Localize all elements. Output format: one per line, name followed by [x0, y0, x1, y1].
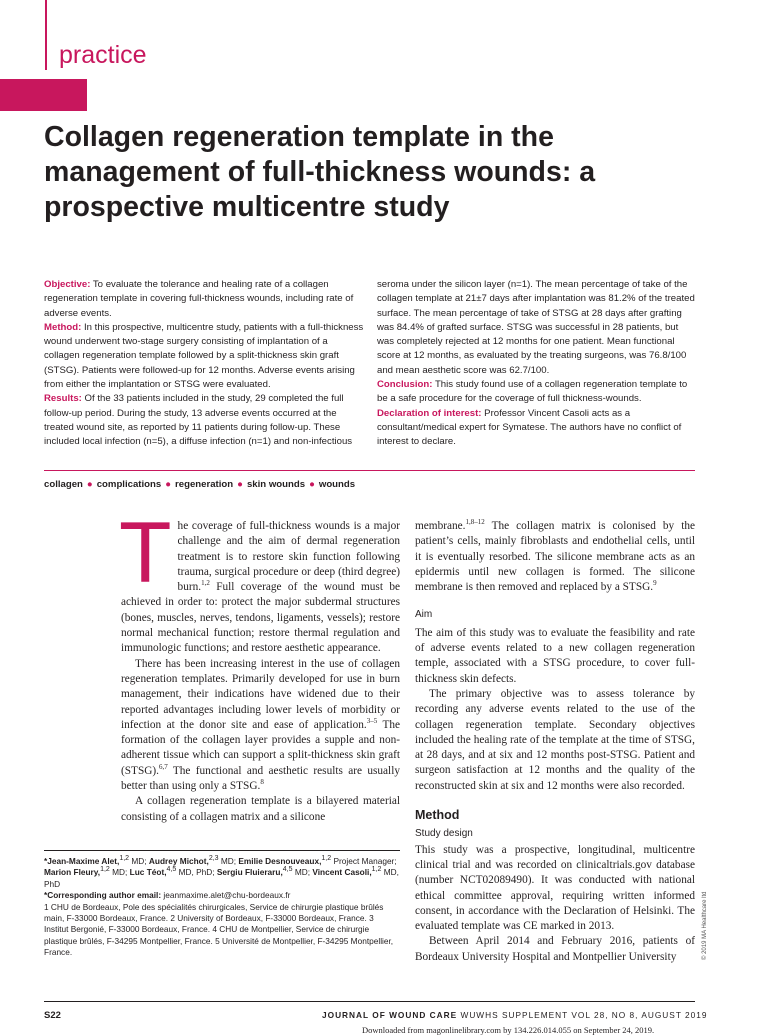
- section-label: practice: [59, 41, 147, 69]
- author-role: MD;: [109, 867, 130, 878]
- paragraph-text: The formation of the collagen layer provides a supple and non-adherent tissue which can support a split-thickness skin graft (STSG).: [121, 718, 401, 777]
- body-column-2: [415, 519, 695, 965]
- keyword[interactable]: regeneration: [175, 479, 234, 490]
- abstract-declaration: [377, 407, 695, 450]
- keyword[interactable]: skin wounds: [246, 479, 306, 490]
- author-role: MD;: [292, 867, 313, 878]
- objective-text: To evaluate the tolerance and healing rate of a collagen regeneration template in covering full-thickness wounds, including rate of adverse events.: [44, 279, 354, 319]
- paragraph-text: The functional and aesthetic results are usually better than using only a STSG.: [121, 764, 400, 793]
- bullet-icon: ●: [237, 479, 243, 490]
- affiliation-ref: 4,5: [166, 866, 177, 874]
- journal-name: JOURNAL OF WOUND CARE: [322, 1010, 458, 1020]
- paragraph: The primary objective was to assess tolerance by recording any adverse events related to the use of the collagen regeneration template. Secondary objectives included the healing rate of the template at the time of STSG, at 28 days, and at six and 12 months post-STSG. Patient and surgeon satisfaction at 12 months and the quality of the reconstructed skin at six and 12 months were also recorded.: [415, 687, 695, 792]
- paragraph: [121, 657, 400, 795]
- author-role: MD;: [218, 856, 239, 866]
- abstract-conclusion: [377, 378, 695, 407]
- abstract-left-column: [44, 278, 364, 450]
- intro-text: he coverage of full-thickness wounds is a major challenge and the aim of dermal regeneration treatment is to restore skin function following trauma, surgical procedure or deep (third degree) burn.: [177, 520, 400, 594]
- keyword[interactable]: complications: [96, 479, 162, 490]
- paragraph: A collagen regeneration template is a bilayered material consisting of a collagen matrix and a silicone: [121, 795, 400, 823]
- affiliation-ref: 2,3: [208, 855, 219, 863]
- citation[interactable]: 8: [260, 778, 264, 787]
- citation[interactable]: 6,7: [158, 762, 168, 771]
- results-continued: seroma under the silicon layer (n=1). The mean percentage of take of the collagen template at 21±7 days after implantation was 81.2% of the treated surface. The mean percentage of take of STSG at 28 days after grafting was 84.4% of grafted surface. STSG was successful in 28 patients, but was completely rejected at 12 months for one patient. Mean functional score at 12 months, as evaluated by the treating surgeons, was 76.8/100 and mean aesthetic score was 62.7/100.: [377, 279, 695, 376]
- citation[interactable]: 3–5: [366, 717, 378, 726]
- declaration-text: Professor Vincent Casoli acts as a consultant/medical expert for Symatese. The authors have no conflict of interest to declare.: [377, 407, 682, 448]
- section-rule: [45, 0, 47, 70]
- author-name: Emilie Desnouveaux,: [238, 856, 322, 866]
- intro-text-cont: Full coverage of the wound must be achieved in order to: protect the major subdermal structures (bones, muscles, nerves, tendons, ligaments, vessels); restore normal mechanical function; restore thermal regulation and immunologic functions; and restore aesthetic appearance.: [121, 581, 400, 655]
- author-name: Audrey Michot,: [148, 856, 209, 866]
- author-role: MD, PhD;: [176, 867, 217, 878]
- author-role: MD;: [129, 856, 149, 866]
- journal-footer: [322, 1010, 708, 1020]
- author-role: MD, PhD: [44, 867, 399, 889]
- study-design-heading: Study design: [415, 828, 473, 840]
- author-list: [44, 856, 400, 890]
- author-name: *Jean-Maxime Alet,: [44, 856, 120, 866]
- paragraph-text: There has been increasing interest in the use of collagen regeneration templates. Primarily developed for use in burn management, their indications have widened due to their reported advantages including lower levels of morbidity or infection at the donor site and ease of application.: [121, 657, 400, 731]
- intro-paragraph: [119, 505, 400, 657]
- results-text: Of the 33 patients included in the study, 29 completed the full follow-up period. During the study, 13 adverse events occurred at the treated wound site, as reported by 11 patients during follow-up. These included local infection (n=5), a diffuse infection (n=1) and non-infectious: [44, 393, 353, 448]
- author-name: Vincent Casoli,: [312, 867, 372, 878]
- abstract-results: [44, 392, 364, 449]
- keywords-divider: [44, 470, 695, 471]
- paragraph: This study was a prospective, longitudinal, multicentre clinical trial and was recorded on clinicaltrials.gov database (number NCT02089490). It was conducted with national ethical committee approval, requiring written informed consent, in accordance with the Declaration of Helsinki. The evaluated template was CE marked in 2013.: [415, 843, 695, 933]
- affiliation-ref: 1,2: [100, 866, 110, 874]
- bullet-icon: ●: [165, 479, 172, 490]
- paragraph-text: membrane.: [415, 520, 466, 532]
- citation[interactable]: 1,2: [201, 579, 210, 588]
- page-number: S22: [44, 1010, 61, 1021]
- keywords: [44, 479, 355, 490]
- declaration-label: Declaration of interest:: [377, 407, 482, 419]
- conclusion-text: This study found use of a collagen regeneration template to be a safe procedure for the coverage of full thickness-wounds.: [377, 379, 688, 405]
- method-label: Method:: [44, 321, 82, 333]
- author-name: Marion Fleury,: [44, 867, 101, 878]
- abstract-objective: [44, 278, 364, 321]
- objective-label: Objective:: [44, 279, 91, 290]
- section-color-bar: [0, 79, 87, 111]
- keyword[interactable]: wounds: [318, 479, 356, 490]
- corresponding-author: [44, 890, 400, 901]
- journal-issue: WUWHS SUPPLEMENT VOL 28, NO 8, AUGUST 2019: [460, 1010, 708, 1020]
- paragraph: [415, 519, 695, 595]
- affiliation-ref: 1,2: [119, 855, 130, 863]
- affiliation-ref: 4,5: [282, 866, 293, 874]
- download-notice: Downloaded from magonlinelibrary.com by 134.226.014.055 on September 24, 2019.: [362, 1025, 655, 1035]
- author-role: Project Manager;: [331, 856, 397, 866]
- abstract-method: [44, 321, 364, 392]
- article-title: Collagen regeneration template in the management of full-thickness wounds: a prospective multicentre study: [44, 121, 596, 223]
- paragraph-text: The collagen matrix is colonised by the patient’s cells, mainly fibroblasts and endothelial cells, until it is eventually resorbed. The silicone membrane acts as an epidermis until new collagen is formed. The silicone membrane is then removed and replaced by a STSG.: [415, 520, 695, 594]
- footer-divider: [44, 1001, 695, 1002]
- paragraph: Between April 2014 and February 2016, patients of Bordeaux University Hospital and Montpellier University: [415, 935, 695, 963]
- bullet-icon: ●: [309, 479, 315, 490]
- method-heading: Method: [415, 808, 460, 823]
- results-label: Results:: [44, 393, 82, 405]
- keyword[interactable]: collagen: [44, 479, 83, 490]
- affiliations-divider: [44, 850, 400, 851]
- abstract-right-column: [377, 278, 695, 450]
- bullet-icon: ●: [86, 479, 93, 490]
- method-text: In this prospective, multicentre study, patients with a full-thickness wound underwent two-stage surgery consisting of implantation of a collagen regeneration template followed by a split-thickness skin graft (STSG). Patients were followed-up for 12 months. Adverse events arising from either the implantation or STSG were evaluated.: [44, 321, 364, 391]
- corresponding-email[interactable]: jeanmaxime.alet@chu-bordeaux.fr: [161, 890, 291, 901]
- citation[interactable]: 9: [653, 579, 657, 588]
- corresponding-label: *Corresponding author email:: [44, 890, 162, 901]
- affiliation-ref: 1,2: [371, 866, 382, 874]
- author-affiliations: [44, 856, 400, 959]
- aim-heading: Aim: [415, 609, 433, 621]
- citation[interactable]: 1,8–12: [465, 518, 485, 527]
- conclusion-label: Conclusion:: [377, 379, 433, 391]
- body-column-1: [119, 505, 401, 825]
- institutions: 1 CHU de Bordeaux, Pole des spécialités chirurgicales, Service de chirurgie plastique brûlés main, F-33000 Bordeaux, France. 2 University of Bordeaux, F-33000 Bordeaux, France. 3 Institut Bergonié, F-33000 Bordeaux, France. 4 CHU de Montpellier, Service de chirurgie plastique brûlés, F-34295 Montpellier, France. 5 Université de Montpellier, F-34295 Montpellier, France.: [44, 901, 394, 958]
- copyright-notice: © 2019 MA Healthcare ltd: [702, 891, 708, 960]
- paragraph: The aim of this study was to evaluate the feasibility and rate of adverse events related to a new collagen regeneration temple, associated with a STSG procedure, to cover full-thickness skin defects.: [415, 626, 695, 685]
- drop-cap: T: [119, 505, 172, 601]
- author-name: Luc Téot,: [129, 867, 167, 878]
- author-name: Sergiu Fluieraru,: [216, 867, 283, 878]
- affiliation-ref: 1,2: [321, 855, 332, 863]
